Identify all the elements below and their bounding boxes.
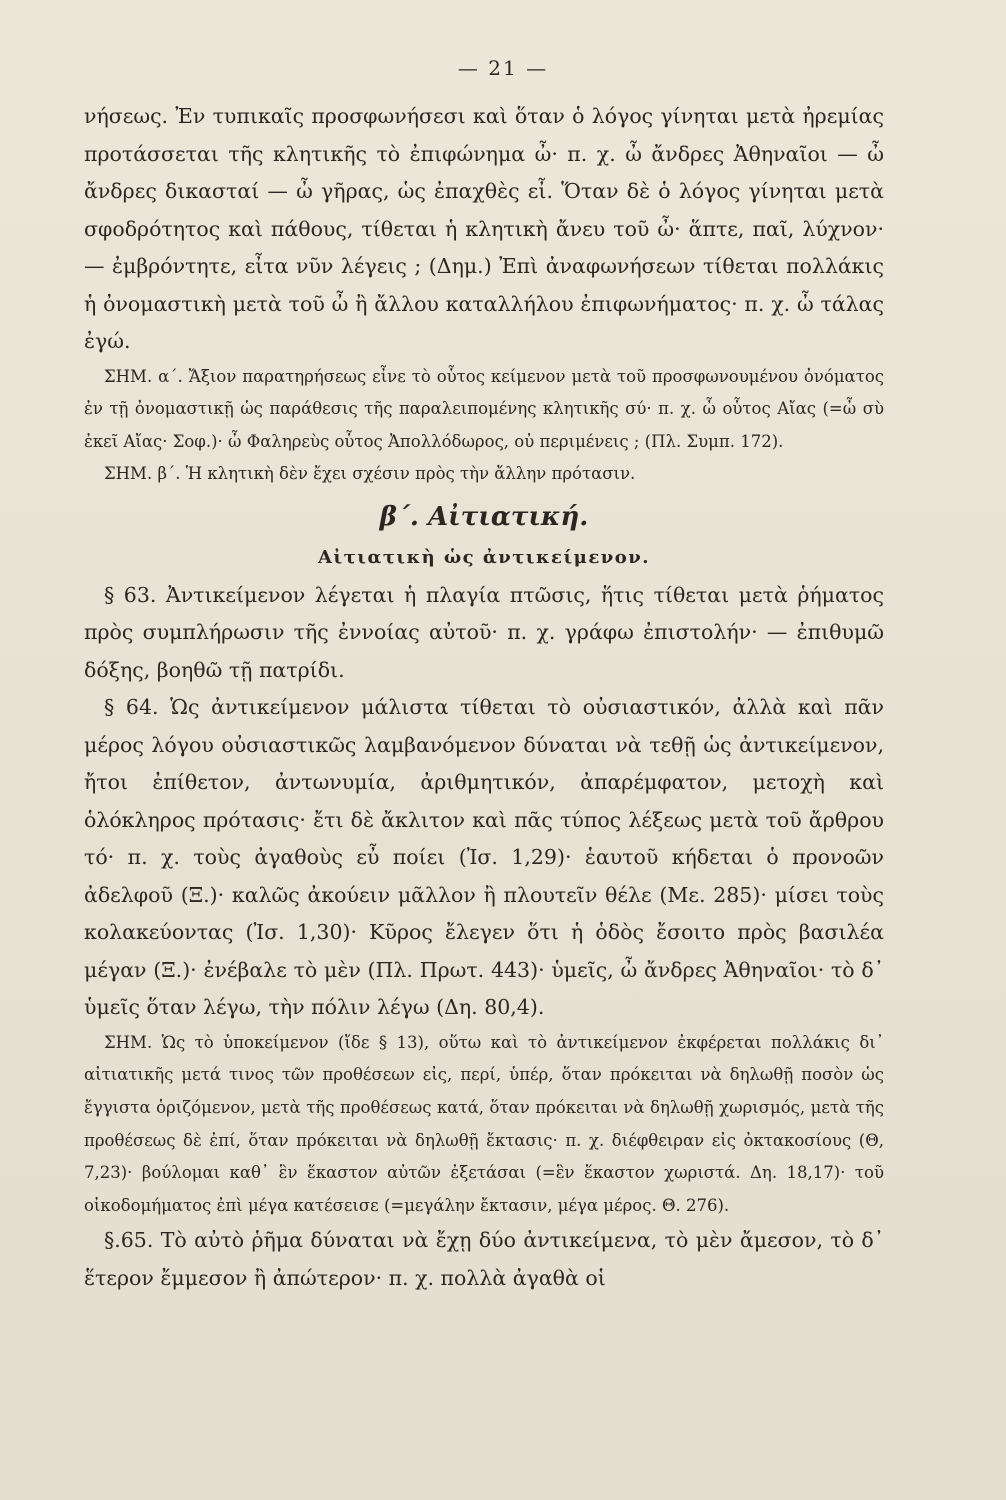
paragraph-63: § 63. Ἀντικείμενον λέγεται ἡ πλαγία πτῶσις, ἥτις τίθεται μετὰ ῥήματος πρὸς συμπλήρωσιν τῆς ἐννοίας αὐτοῦ· π. χ. γράφω ἐπιστολήν· — ἐπιθυμῶ δόξης, βοηθῶ τῇ πατρίδι. [84, 582, 884, 682]
paragraph-vocative-continued: νήσεως. Ἐν τυπικαῖς προσφωνήσεσι καὶ ὅταν ὁ λόγος γίνηται μετὰ ἠρεμίας προτάσσεται τῆς κλητικῆς τὸ ἐπιφώνημα ὦ· π. χ. ὦ ἄνδρες Ἀθηναῖοι — ὦ ἄνδρες δικασταί — ὦ γῆρας, ὡς ἐπαχθὲς εἶ. Ὅταν δὲ ὁ λόγος γίνηται μετὰ σφοδρότητος καὶ πάθους, τίθεται ἡ κλητικὴ ἄνευ τοῦ ὦ· ἅπτε, παῖ, λύχνον· — ἐμβρόντητε, εἶτα νῦν λέγεις ; (Δημ.) Ἐπὶ ἀναφωνήσεων τίθεται πολλάκις ἡ ὀνομαστικὴ μετὰ τοῦ ὦ ἢ ἄλλου καταλλήλου ἐπιφωνήματος· π. χ. ὦ τάλας ἐγώ. [84, 104, 884, 353]
paragraph-64: § 64. Ὡς ἀντικείμενον μάλιστα τίθεται τὸ οὐσιαστικόν, ἀλλὰ καὶ πᾶν μέρος λόγου οὐσιαστικῶς λαμβανόμενον δύναται νὰ τεθῇ ὡς ἀντικείμενον, ἤτοι ἐπίθετον, ἀντωνυμία, ἀριθμητικόν, ἀπαρέμφατον, μετοχὴ καὶ ὁλόκληρος πρότασις· ἔτι δὲ ἄκλιτον καὶ πᾶς τύπος λέξεως μετὰ τοῦ ἄρθρου τό· π. χ. τοὺς ἀγαθοὺς εὖ ποίει (Ἰσ. 1,29)· ἑαυτοῦ κήδεται ὁ προνοῶν ἀδελφοῦ (Ξ.)· καλῶς ἀκούειν μᾶλλον ἢ πλουτεῖν θέλε (Με. 285)· μίσει τοὺς κολακεύοντας (Ἰσ. 1,30)· Κῦρος ἔλεγεν ὅτι ἡ ὁδὸς ἔσοιτο πρὸς βασιλέα μέγαν (Ξ.)· ἐνέβαλε τὸ μὲν (Πλ. Πρωτ. 443)· ὑμεῖς, ὦ ἄνδρες Ἀθηναῖοι· τὸ δ᾽ ὑμεῖς ὅταν λέγω, τὴν πόλιν λέγω (Δη. 80,4). [84, 695, 884, 1020]
page-number: — 21 — [457, 56, 549, 80]
note-prepositions: ΣΗΜ. Ὡς τὸ ὑποκείμενον (ἴδε § 13), οὕτω καὶ τὸ ἀντικείμενον ἐκφέρεται πολλάκις δι᾽ αἰτιατικῆς μετά τινος τῶν προθέσεων εἰς, περί, ὑπέρ, ὅταν πρόκειται νὰ δηλωθῇ ποσὸν ὡς ἔγγιστα ὁριζόμενον, μετὰ τῆς προθέσεως κατά, ὅταν πρόκειται νὰ δηλωθῇ χωρισμός, μετὰ τῆς προθέσεως δὲ ἐπί, ὅταν πρόκειται νὰ δηλωθῇ ἔκτασις· π. χ. διέφθειραν εἰς ὀκτακοσίους (Θ, 7,23)· βούλομαι καθ᾽ ἓν ἕκαστον αὐτῶν ἐξετάσαι (=ἓν ἕκαστον χωριστά. Δη. 18,17)· τοῦ οἰκοδομήματος ἐπὶ μέγα κατέσεισε (=μεγάλην ἔκτασιν, μέγα μέρος. Θ. 276). [84, 1032, 884, 1215]
note-alpha: ΣΗΜ. α΄. Ἄξιον παρατηρήσεως εἶνε τὸ οὗτος κείμενον μετὰ τοῦ προσφωνουμένου ὀνόματος ἐν τῇ ὀνομαστικῇ ὡς παράθεσις τῆς παραλειπομένης κλητικῆς σύ· π. χ. ὦ οὗτος Αἴας (=ὦ σὺ ἐκεῖ Αἴας· Σοφ.)· ὦ Φαληρεὺς οὗτος Ἀπολλόδωρος, οὐ περιμένεις ; (Πλ. Συμπ. 172). [84, 366, 884, 451]
text-column [84, 98, 884, 1297]
subheading-accusative-as-object: Αἰτιατικὴ ὡς ἀντικείμενον. [317, 546, 651, 568]
section-heading-accusative: β΄. Αἰτιατική. [379, 501, 589, 532]
paragraph-65: §.65. Τὸ αὐτὸ ῥῆμα δύναται νὰ ἔχῃ δύο ἀντικείμενα, τὸ μὲν ἄμεσον, τὸ δ᾽ ἕτερον ἔμμεσον ἢ ἀπώτερον· π. χ. πολλὰ ἀγαθὰ οἱ [84, 1228, 884, 1290]
note-beta: ΣΗΜ. β΄. Ἡ κλητικὴ δὲν ἔχει σχέσιν πρὸς τὴν ἄλλην πρότασιν. [104, 464, 636, 484]
